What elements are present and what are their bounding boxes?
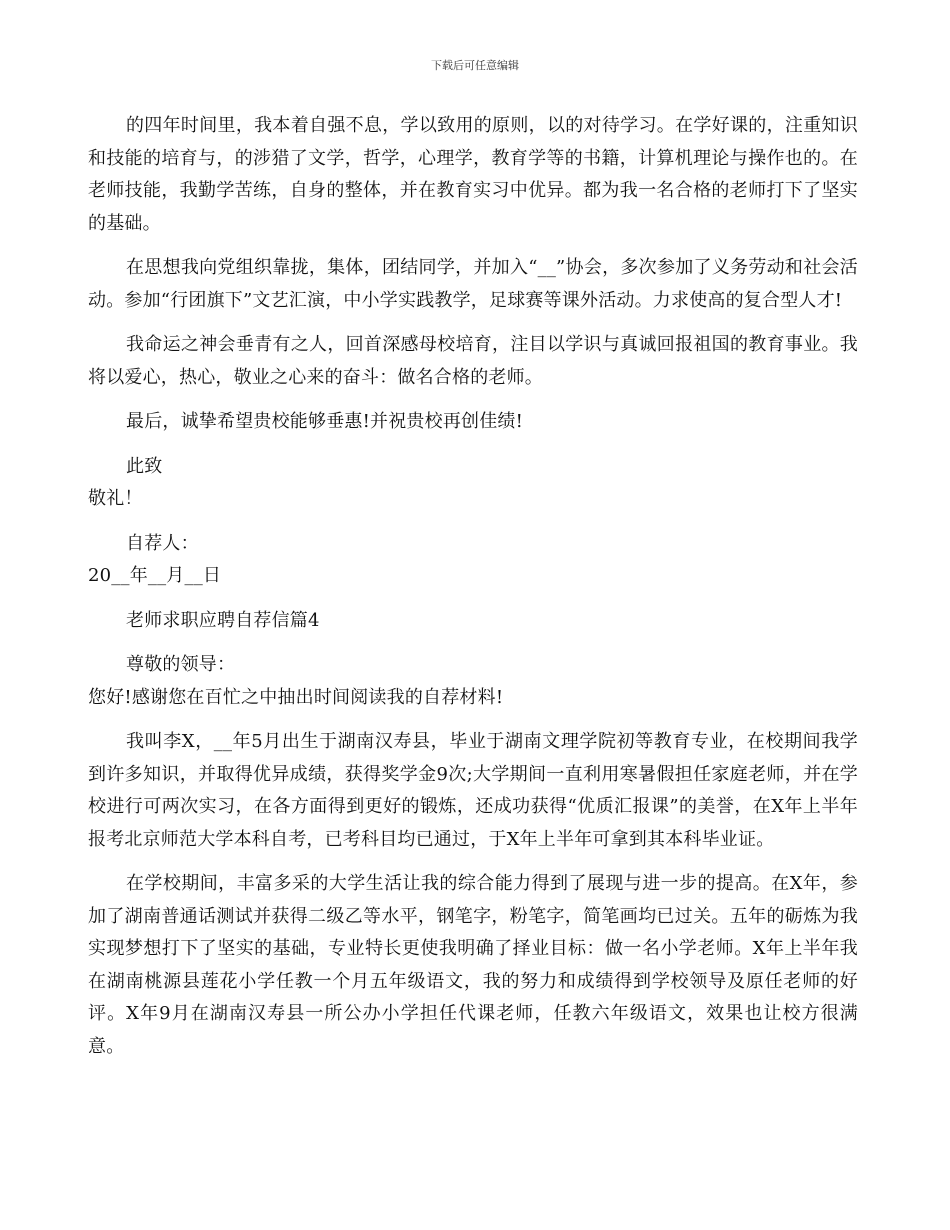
document-body xyxy=(88,110,858,1075)
opening-line: 您好!感谢您在百忙之中抽出时间阅读我的自荐材料! xyxy=(88,686,504,708)
page-header-note: 下载后可任意编辑 xyxy=(431,59,519,72)
closing-phrase: 此致 xyxy=(126,455,163,477)
date-line: 20__年__月__日 xyxy=(88,565,222,586)
letter-paragraph: 在思想我向党组织靠拢，集体，团结同学，并加入“__”协会，多次参加了义务劳动和社会活动。参加“行团旗下”文艺汇演，中小学实践教学，足球赛等课外活动。力求使高的复合型人才! xyxy=(88,257,858,311)
section-paragraph: 我叫李X，__年5月出生于湖南汉寿县，毕业于湖南文理学院初等教育专业，在校期间我学到许多知识，并取得优异成绩，获得奖学金9次;大学期间一直利用寒暑假担任家庭老师，并在学校进行可两次实习，在各方面得到更好的锻炼，还成功获得“优质汇报课”的美誉，在X年上半年报考北京师范大学本科自考，已考科目均已通过，于X年上半年可拿到其本科毕业证。 xyxy=(88,731,858,850)
letter-paragraph: 的四年时间里，我本着自强不息，学以致用的原则，以的对待学习。在学好课的，注重知识和技能的培育与，的涉猎了文学，哲学，心理学，教育学等的书籍，计算机理论与操作也的。在老师技能，我勤学苦练，自身的整体，并在教育实习中优异。都为我一名合格的老师打下了坚实的基础。 xyxy=(88,115,858,234)
letter-paragraph: 最后，诚挚希望贵校能够垂惠!并祝贵校再创佳绩! xyxy=(126,411,524,432)
section-paragraph: 在学校期间，丰富多采的大学生活让我的综合能力得到了展现与进一步的提高。在X年，参加了湖南普通话测试并获得二级乙等水平，钢笔字，粉笔字，简笔画均已过关。五年的砺炼为我实现梦想打下了坚实的基础，专业特长更使我明确了择业目标：做一名小学老师。X年上半年我在湖南桃源县莲花小学任教一个月五年级语文，我的努力和成绩得到学校领导及原任老师的好评。X年9月在湖南汉寿县一所公办小学担任代课老师，任教六年级语文，效果也让校方很满意。 xyxy=(88,873,858,1057)
section-title: 老师求职应聘自荐信篇4 xyxy=(126,609,320,631)
letter-paragraph: 我命运之神会垂青有之人，回首深感母校培育，注目以学识与真诚回报祖国的教育事业。我将以爱心，热心，敬业之心来的奋斗：做名合格的老师。 xyxy=(88,334,858,388)
signature-label: 自荐人： xyxy=(126,532,199,554)
greeting: 尊敬的领导： xyxy=(126,654,236,675)
salute-phrase: 敬礼！ xyxy=(88,488,143,509)
